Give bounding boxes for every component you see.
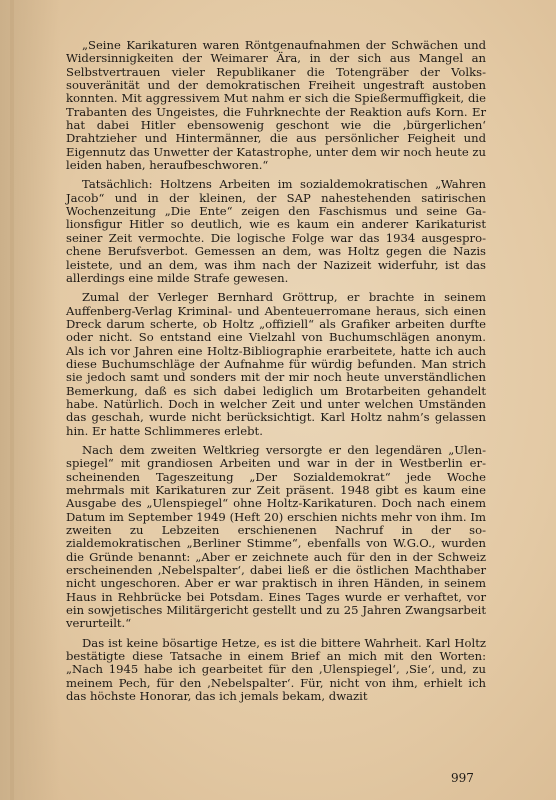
paragraph-5: Das ist keine bösartige Hetze, es ist die bittere Wahrheit. Karl Holtz bestätigte diese Tatsache in einem Brief an mich mit den Worten: „Nach 1945 habe ich gearbeitet für den ‚Ulenspiegel‘, ‚Sie‘, und, zu meinem Pech, für den ‚Nebelspalter‘. Für, nicht von ihm, erhielt ich das höchste Honorar, das ich jemals bekam, dwazit	[66, 635, 486, 704]
paragraph-3: Zumal der Verleger Bernhard Gröttrup, er brachte in seinem Auffenberg-Verlag Kriminal- und Abenteuerromane heraus, sich einen Dreck darum scherte, ob Holtz „offiziell“ als Grafiker arbeiten durfte oder nicht. So entstand eine Vielzahl von Buchumschlägen anonym. Als ich vor Jahren eine Holtz-Bibliographie erarbeitete, hatte ich auch diese Buchumschläge der Aufnahme für würdig befunden. Man strich sie jedoch samt und sonders mit der mir noch heute unverständlichen Bemerkung, daß es sich dabei lediglich um Brotarbeiten gehandelt habe. Natürlich. Doch in welcher Zeit und unter welchen Umständen das geschah, wurde nicht berücksichtigt. Karl Holtz nahm’s gelassen hin. Er hatte Schlimmeres erlebt.	[66, 290, 486, 438]
paragraph-2: Tatsächlich: Holtzens Arbeiten im sozialdemokratischen „Wahren Jacob“ und in der kleinen, der SAP nahestehenden satirischen Wochenzeitung „Die Ente“ zeigen den Faschismus und seine Galionsfigur Hitler so deutlich, wie es kaum ein anderer Karikaturist seiner Zeit vermochte. Die logische Folge war das 1934 ausgesprochene Berufsverbot. Gemessen an dem, was Holtz gegen die Nazis leistete, und an dem, was ihm nach der Nazizeit widerfuhr, ist das allerdings eine milde Strafe gewesen.	[66, 177, 486, 285]
paragraph-4: Nach dem zweiten Weltkrieg versorgte er den legendären „Ulenspiegel“ mit grandiosen Arbeiten und war in der in Westberlin erscheinenden Tageszeitung „Der Sozialdemokrat“ jede Woche mehrmals mit Karikaturen zur Zeit präsent. 1948 gibt es kaum eine Ausgabe des „Ulenspiegel“ ohne Holtz-Karikaturen. Doch nach einem Datum im September 1949 (Heft 20) erschien nichts mehr von ihm. Im zweiten zu Lebzeiten erschienenen Nachruf in der sozialdemokratischen „Berliner Stimme“, ebenfalls von W.G.O., wurden die Gründe benannt: „Aber er zeichnete auch für den in der Schweiz erscheinenden ‚Nebelspalter‘, dabei ließ er die östlichen Machthaber nicht ungeschoren. Aber er war praktisch in ihren Händen, in seinem Haus in Rehbrücke bei Potsdam. Eines Tages wurde er verhaftet, vor ein sowjetisches Militärgericht gestellt und zu 25 Jahren Zwangsarbeit verurteilt.“	[66, 442, 486, 631]
paragraph-1: „Seine Karikaturen waren Röntgenaufnahmen der Schwächen und Widersinnigkeiten der Weimarer Ära, in der sich aus Mangel an Selbstvertrauen vieler Republikaner die Totengräber der Volkssouveränität und der demokratischen Freiheit ungestraft austoben konnten. Mit aggressivem Mut nahm er sich die Spießermuffigkeit, die Trabanten des Ungeistes, die Fuhrknechte der Reaktion aufs Korn. Er hat dabei Hitler ebensowenig geschont wie die ‚bürgerlichen‘ Drahtzieher und Hintermänner, die aus persönlicher Feigheit und Eigennutz das Unwetter der Katastrophe, unter dem wir noch heute zu leiden haben, heraufbeschworen.“	[66, 38, 486, 173]
page-number: 997	[451, 771, 474, 785]
body-text	[66, 39, 486, 710]
